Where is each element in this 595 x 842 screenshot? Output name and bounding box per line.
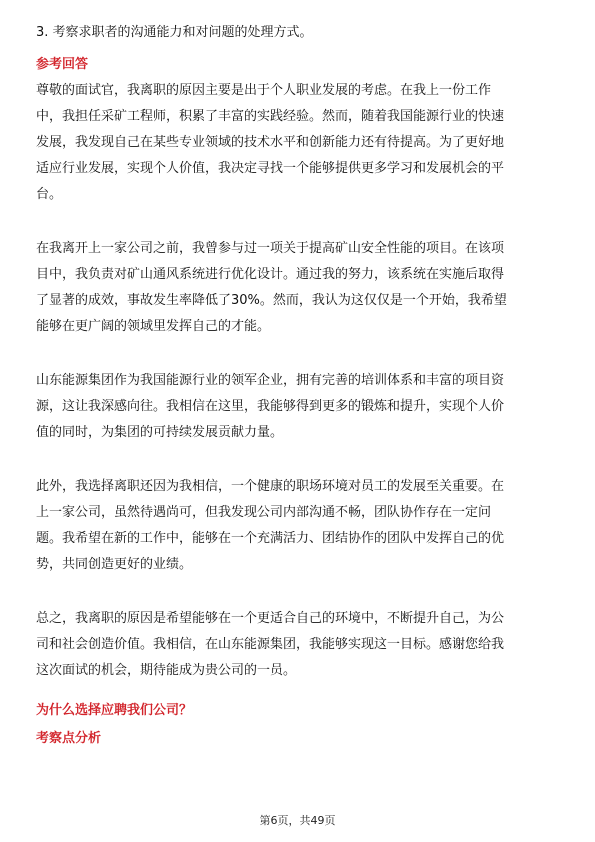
paragraph-3 (36, 368, 561, 446)
next-question-heading: 为什么选择应聘我们公司？ (36, 703, 193, 718)
text-line: 尊敬的面试官，我离职的原因主要是出于个人职业发展的考虑。在我上一份工作 (36, 83, 492, 98)
paragraph-5 (36, 606, 561, 684)
text-line: 上一家公司，虽然待遇尚可，但我发现公司内部沟通不畅，团队协作存在一定问 (36, 505, 492, 520)
text-line: 在我离开上一家公司之前，我曾参与过一项关于提高矿山安全性能的项目。在该项 (36, 241, 505, 256)
text-line: 此外，我选择离职还因为我相信，一个健康的职场环境对员工的发展至关重要。在 (36, 479, 505, 494)
text-line: 题。我希望在新的工作中，能够在一个充满活力、团结协作的团队中发挥自己的优 (36, 531, 505, 546)
text-line: 目中，我负责对矿山通风系统进行优化设计。通过我的努力，该系统在实施后取得 (36, 267, 505, 282)
text-line: 能够在更广阔的领域里发挥自己的才能。 (36, 319, 271, 334)
text-line: 山东能源集团作为我国能源行业的领军企业，拥有完善的培训体系和丰富的项目资 (36, 373, 505, 388)
text-line: 司和社会创造价值。我相信，在山东能源集团，我能够实现这一目标。感谢您给我 (36, 637, 505, 652)
paragraph-4 (36, 474, 561, 578)
text-line: 势，共同创造更好的业绩。 (36, 557, 193, 572)
paragraph-1 (36, 78, 561, 208)
text-line: 总之，我离职的原因是希望能够在一个更适合自己的环境中，不断提升自己，为公 (36, 611, 505, 626)
text-line: 这次面试的机会，期待能成为贵公司的一员。 (36, 663, 297, 678)
text-line: 源，这让我深感向往。我相信在这里，我能够得到更多的锻炼和提升，实现个人价 (36, 399, 505, 414)
question-text: 3. 考察求职者的沟通能力和对问题的处理方式。 (36, 25, 313, 40)
answer-heading: 参考回答 (36, 57, 89, 72)
analysis-heading: 考察点分析 (36, 731, 102, 746)
page-number: 第6页，共49页 (259, 814, 336, 827)
paragraph-2 (36, 236, 561, 340)
text-line: 发展，我发现自己在某些专业领域的技术水平和创新能力还有待提高。为了更好地 (36, 135, 505, 150)
text-line: 值的同时，为集团的可持续发展贡献力量。 (36, 425, 284, 440)
page-content (36, 20, 561, 752)
text-line: 台。 (36, 187, 63, 202)
text-line: 适应行业发展，实现个人价值，我决定寻找一个能够提供更多学习和发展机会的平 (36, 161, 505, 176)
text-line: 了显著的成效，事故发生率降低了30%。然而，我认为这仅仅是一个开始，我希望 (36, 293, 507, 308)
text-line: 中，我担任采矿工程师，积累了丰富的实践经验。然而，随着我国能源行业的快速 (36, 109, 505, 124)
